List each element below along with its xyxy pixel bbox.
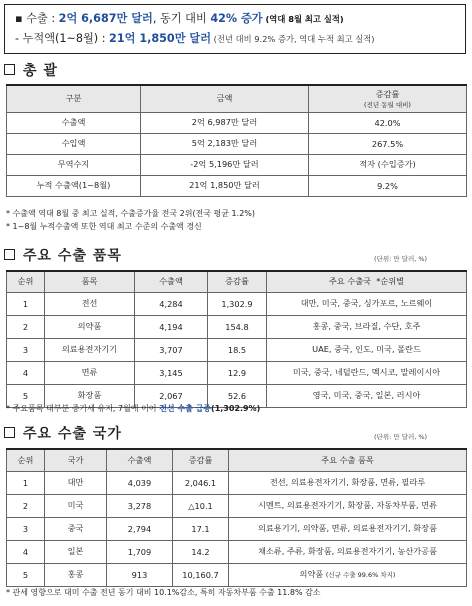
- table-row: 4 면류 3,145 12.9 미국, 중국, 네덜란드, 멕시코, 말레이시아: [7, 361, 467, 384]
- table-row: 4 일본 1,709 14.2 채소류, 주류, 화장품, 의료용전자기기, 농산가공품: [7, 540, 467, 563]
- section-square-icon: [4, 427, 15, 438]
- countries-header-row: 순위 국가 수출액 증감률 주요 수출 품목: [7, 449, 467, 471]
- table-row: 수출액 2억 6,987만 달러 42.0%: [7, 112, 467, 133]
- overview-note-2: * 1~8월 누적수출액 또한 역대 최고 수준의 수출액 경신: [6, 222, 202, 231]
- section-square-icon: [4, 249, 15, 260]
- countries-note: * 관세 영향으로 대미 수출 전년 동기 대비 10.1%감소, 특히 자동차부품 수출 11.8% 감소: [6, 588, 321, 597]
- summary-export-growth: 42% 증가: [210, 12, 263, 25]
- overview-title: 총 괄: [4, 61, 58, 81]
- products-table: [6, 270, 467, 408]
- countries-table: [6, 448, 467, 587]
- summary-export-note: (역대 8월 최고 실적): [262, 14, 344, 24]
- table-row: 1 전선 4,284 1,302.9 대만, 미국, 중국, 싱가포르, 노르웨이: [7, 292, 467, 315]
- table-row: 1 대만 4,039 2,046.1 전선, 의료용전자기기, 화장품, 면류, 필라루: [7, 471, 467, 494]
- table-row: 3 의료용전자기기 3,707 18.5 UAE, 중국, 인도, 미국, 폴란드: [7, 338, 467, 361]
- products-title: 주요 수출 품목: [4, 246, 122, 266]
- summary-cumulative-prefix: - 누적액(1~8월) :: [15, 32, 110, 45]
- overview-header-row: [7, 85, 467, 112]
- section-square-icon: [4, 64, 15, 75]
- overview-header-amount: 금액: [141, 85, 309, 112]
- table-row: 5 홍콩 913 10,160.7 의약품 (신규 수출 99.6% 차지): [7, 563, 467, 586]
- countries-title: 주요 수출 국가: [4, 424, 122, 444]
- overview-table: [6, 84, 467, 197]
- overview-header-rate: 증감률 (전년 동월 대비): [309, 85, 467, 112]
- overview-note-1: * 수출액 역대 8월 중 최고 실적, 수출증가율 전국 2위(전국 평균 1.2%): [6, 209, 256, 218]
- bullet-icon: ▪: [15, 12, 23, 25]
- products-note: * 주요품목 대부분 증가세 유지, 7월에 이어 전선 수출 급증(1,302.9%): [6, 404, 261, 413]
- table-row: 2 미국 3,278 △10.1 시멘트, 의료용전자기기, 화장품, 자동차부품, 면류: [7, 494, 467, 517]
- countries-unit: (단위: 만 달러, %): [374, 433, 428, 441]
- overview-header-category: 구분: [7, 85, 141, 112]
- summary-export-prefix: 수출 :: [22, 12, 59, 25]
- table-row: 누적 수출액(1~8월) 21억 1,850만 달러 9.2%: [7, 175, 467, 196]
- summary-line-export: [15, 9, 455, 29]
- summary-box: [4, 4, 466, 54]
- products-unit: (단위: 만 달러, %): [374, 255, 428, 263]
- summary-cumulative-note: (전년 대비 9.2% 증가, 역대 누적 최고 실적): [211, 34, 375, 44]
- overview-header-rate-sub: (전년 동월 대비): [364, 100, 411, 109]
- table-row: 3 중국 2,794 17.1 의료용기기, 의약품, 면류, 의료용전자기기, 화장품: [7, 517, 467, 540]
- summary-export-mid: , 동기 대비: [152, 12, 211, 25]
- summary-cumulative-value: 21억 1,850만 달러: [109, 32, 212, 45]
- table-row: 5 화장품 2,067 52.6 영국, 미국, 중국, 일본, 러시아: [7, 384, 467, 407]
- table-row: 수입액 5억 2,183만 달러 267.5%: [7, 133, 467, 154]
- summary-line-cumulative: [15, 29, 455, 49]
- summary-export-value: 2억 6,687만 달러: [58, 12, 153, 25]
- products-header-row: 순위 품목 수출액 증감률 주요 수출국 *순위별: [7, 271, 467, 292]
- table-row: 2 의약품 4,194 154.8 홍콩, 중국, 브라질, 수단, 호주: [7, 315, 467, 338]
- table-row: 무역수지 -2억 5,196만 달러 적자 (수입증가): [7, 154, 467, 175]
